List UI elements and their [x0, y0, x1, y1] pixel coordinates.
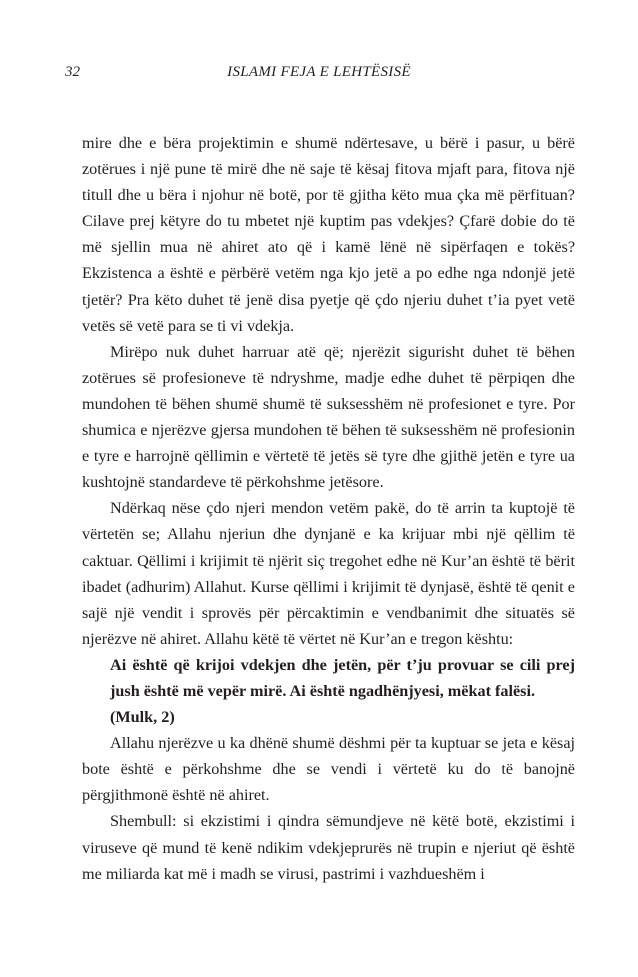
page-number: 32 [65, 64, 80, 80]
paragraph: Allahu njerëzve u ka dhënë shumë dëshmi për ta kuptuar se jeta e kësaj bote është e përkohshme dhe se vendi i vërtetë ku do të banojnë përgjithmonë është në ahiret. [82, 734, 575, 805]
body-text [82, 130, 575, 887]
paragraph: Ndërkaq nëse çdo njeri mendon vetëm pakë, do të arrin ta kuptojë të vërtetën se; Allahu njeriun dhe dynjanë e ka krijuar mbi një qëllim të caktuar. Qëllimi i krijimit të njërit siç tregohet edhe në Kur’an është të bërit ibadet (adhurim) Allahut. Kurse qëllimi i krijimit të dynjasë, është të qenit e sajë një vendit i sprovës për përcaktimin e vendbanimit dhe situatës së njerëzve në ahiret. Allahu këtë të vërtet në Kur’an e tregon kështu: [82, 499, 575, 648]
paragraph-continuation: mire dhe e bëra projektimin e shumë ndërtesave, u bërë i pasur, u bërë zotërues i një pune të mirë dhe në saje të kësaj fitova mjaft para, fitova një titull dhe u bëra i njohur në botë, por të gjitha këto mua çka më përfituan? Cilave prej këtyre do tu mbetet një kuptim pas vdekjes? Çfarë dobie do të më sjellin mua në ahiret ato që i kamë lënë në sipërfaqen e tokës? Ekzistenca a është e përbërë vetëm nga kjo jetë a po edhe nga ndonjë jetë tjetër? Pra këto duhet të jenë disa pyetje që çdo njeriu duhet t’ia pyet vetë vetës së vetë para se ti vi vdekja. [82, 134, 575, 335]
page-header [0, 64, 638, 86]
quote-reference: (Mulk, 2) [110, 708, 175, 727]
paragraph: Shembull: si ekzistimi i qindra sëmundjeve në këtë botë, ekzistimi i viruseve që mund të kenë ndikim vdekjeprurës në trupin e njeriut që është me miliarda kat më i madh se virusi, pastrimi i vazhdueshëm i [82, 812, 575, 883]
running-title: ISLAMI FEJA E LEHTËSISË [227, 64, 411, 80]
paragraph: Mirëpo nuk duhet harruar atë që; njerëzit sigurisht duhet të bëhen zotërues së profesioneve të ndryshme, madje edhe duhet të përpiqen dhe mundohen të bëhen shumë shumë të suksesshëm në profesionet e tyre. Por shumica e njerëzve gjersa mundohen të bëhen të suksesshëm në profesionin e tyre e harrojnë qëllimin e vërtetë të jetës së tyre dhe gjithë jetën e tyre ua kushtojnë standardeve të përkohshme jetësore. [82, 342, 575, 492]
quran-quote: Ai është që krijoi vdekjen dhe jetën, për t’ju provuar se cili prej jush është më vepër mirë. Ai është ngadhënjyesi, mëkat falësi. [110, 655, 575, 700]
